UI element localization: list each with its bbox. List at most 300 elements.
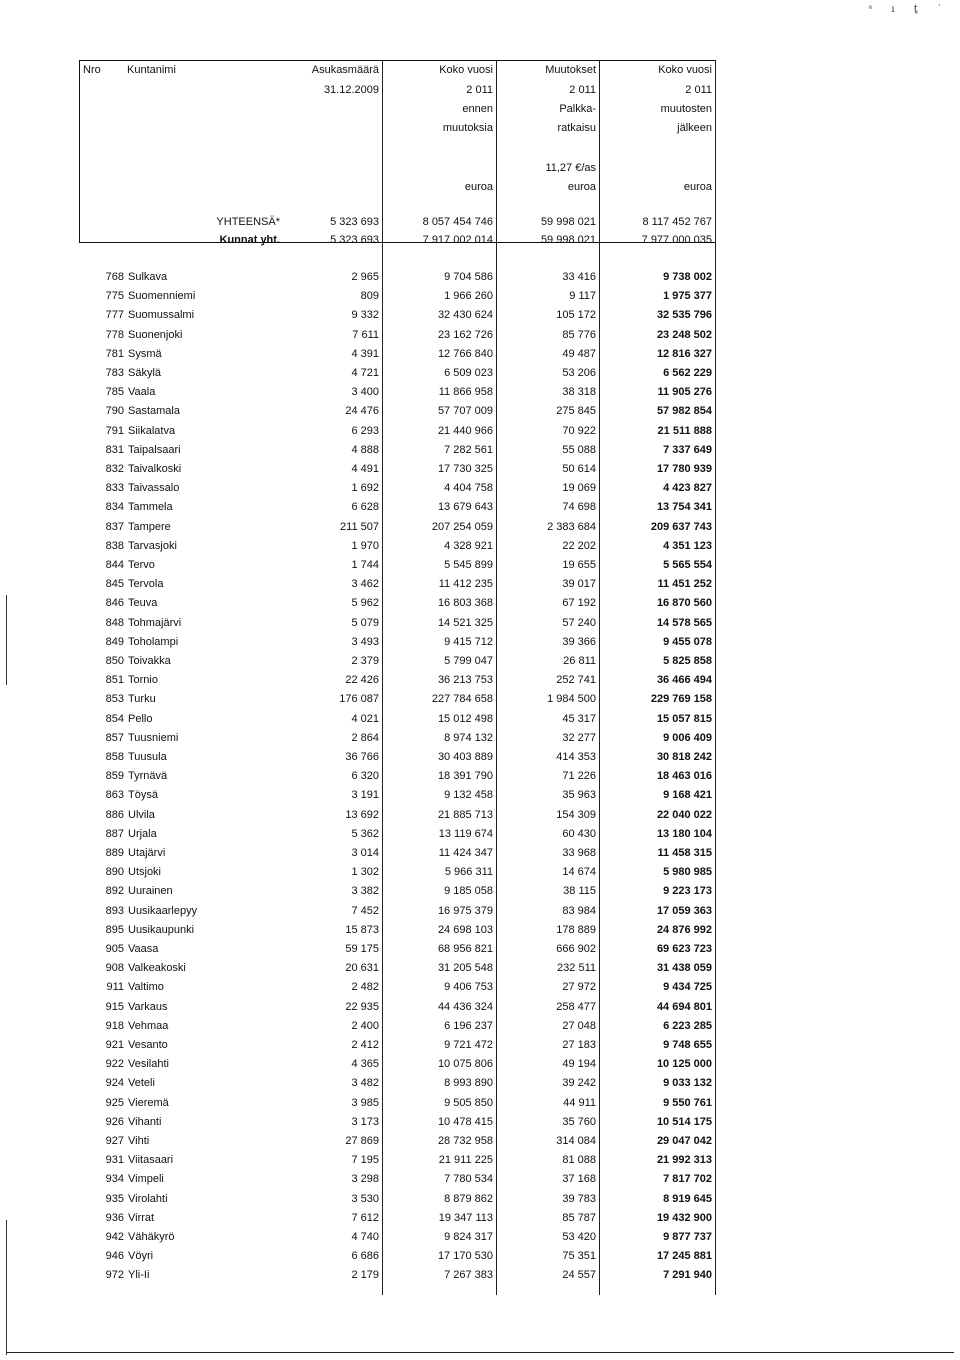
table-row	[0, 268, 960, 287]
cell-a: 6 196 237	[444, 1019, 493, 1032]
cell-pop: 3 298	[351, 1173, 379, 1186]
cell-nro: 905	[105, 943, 124, 955]
cell-nro: 946	[105, 1250, 124, 1263]
cell-b: 10 514 175	[656, 1115, 712, 1128]
cell-name: Säkylä	[128, 367, 162, 379]
cell-b: 5 565 554	[663, 559, 712, 571]
cell-nro: 849	[105, 635, 124, 648]
cell-a: 19 347 113	[438, 1211, 493, 1224]
cell-b: 8 919 645	[663, 1192, 712, 1205]
cell-pop: 4 021	[351, 712, 379, 725]
cell-pop: 1 970	[351, 539, 379, 552]
cell-name: Virolahti	[128, 1192, 168, 1205]
scan-left-mark	[6, 595, 7, 685]
cell-nro: 921	[105, 1039, 124, 1051]
cell-b: 15 057 815	[656, 712, 712, 725]
cell-a: 24 698 103	[437, 923, 493, 936]
cell-nro: 935	[105, 1192, 124, 1205]
table-row	[0, 556, 960, 575]
cell-nro: 833	[105, 482, 124, 495]
cell-m: 75 351	[562, 1250, 596, 1263]
cell-name: Vehmaa	[128, 1019, 169, 1032]
cell-a: 9 824 317	[444, 1231, 493, 1243]
cell-pop: 2 179	[351, 1269, 379, 1282]
cell-m: 70 922	[562, 424, 596, 437]
cell-name: Suonenjoki	[128, 328, 183, 341]
cell-name: Vöyri	[128, 1250, 154, 1263]
cell-nro: 889	[105, 847, 124, 859]
cell-b: 21 511 888	[657, 424, 712, 437]
cell-pop: 6 293	[351, 424, 379, 437]
cell-a: 12 766 840	[437, 347, 493, 360]
cell-name: Sysmä	[128, 347, 162, 360]
cell-pop: 6 628	[351, 501, 379, 514]
total-b-yhteensa: 8 117 452 767	[642, 216, 712, 228]
cell-nro: 854	[105, 712, 124, 725]
header-col-b-4: jälkeen	[677, 122, 712, 134]
cell-a: 7 267 383	[444, 1269, 493, 1282]
cell-name: Pello	[128, 712, 153, 725]
table-row	[0, 1055, 960, 1074]
cell-pop: 2 412	[351, 1039, 379, 1051]
cell-m: 252 741	[556, 674, 596, 687]
cell-b: 57 982 854	[656, 405, 712, 418]
table-row	[0, 479, 960, 498]
total-a-kunnat: 7 917 002 014	[422, 234, 493, 246]
cell-b: 44 694 801	[656, 1000, 712, 1013]
cell-a: 227 784 658	[431, 693, 493, 706]
cell-m: 39 017	[562, 578, 596, 591]
cell-nro: 838	[105, 539, 124, 552]
total-pop-yhteensa: 5 323 693	[330, 216, 379, 228]
table-row	[0, 863, 960, 882]
cell-m: 50 614	[562, 463, 596, 475]
cell-name: Uurainen	[128, 885, 173, 898]
cell-m: 22 202	[562, 539, 596, 552]
cell-nro: 859	[105, 770, 124, 783]
cell-pop: 20 631	[345, 962, 379, 975]
cell-b: 23 248 502	[656, 328, 712, 341]
cell-name: Valtimo	[128, 981, 164, 994]
cell-a: 9 505 850	[444, 1096, 493, 1109]
table-row	[0, 690, 960, 709]
cell-name: Tervola	[128, 578, 164, 591]
cell-b: 9 434 725	[663, 981, 712, 994]
table-row	[0, 652, 960, 671]
header-col-a-3: ennen	[462, 103, 493, 115]
cell-name: Turku	[128, 693, 156, 706]
cell-b: 13 754 341	[656, 501, 712, 514]
cell-m: 53 206	[562, 367, 596, 379]
cell-m: 105 172	[556, 309, 596, 322]
cell-a: 7 780 534	[444, 1173, 493, 1186]
cell-m: 154 309	[556, 808, 596, 821]
cell-nro: 863	[105, 789, 124, 802]
cell-pop: 7 195	[351, 1154, 379, 1167]
cell-a: 18 391 790	[437, 770, 493, 783]
table-row	[0, 633, 960, 652]
table-row	[0, 1151, 960, 1170]
cell-pop: 3 382	[351, 885, 379, 898]
cell-pop: 15 873	[345, 923, 379, 936]
cell-a: 7 282 561	[444, 443, 493, 456]
cell-m: 60 430	[562, 827, 596, 840]
table-row	[0, 748, 960, 767]
cell-m: 38 115	[563, 885, 596, 898]
cell-a: 16 803 368	[437, 597, 493, 610]
table-row	[0, 978, 960, 997]
table-row	[0, 786, 960, 805]
cell-pop: 22 935	[345, 1000, 379, 1013]
cell-m: 57 240	[562, 616, 596, 629]
scan-bottom-line	[6, 1352, 954, 1353]
cell-m: 37 168	[562, 1173, 596, 1186]
cell-b: 29 047 042	[656, 1135, 712, 1147]
cell-name: Töysä	[128, 789, 158, 802]
total-label-yhteensa: YHTEENSÄ*	[216, 216, 280, 228]
cell-pop: 3 462	[351, 578, 379, 591]
cell-m: 44 911	[563, 1096, 596, 1109]
cell-name: Ulvila	[128, 808, 155, 821]
cell-a: 44 436 324	[437, 1000, 493, 1013]
cell-b: 10 125 000	[656, 1058, 712, 1071]
cell-nro: 890	[105, 866, 124, 879]
cell-a: 5 799 047	[444, 655, 493, 667]
table-row	[0, 1074, 960, 1093]
cell-name: Uusikaarlepyy	[128, 904, 198, 917]
cell-m: 49 487	[562, 347, 596, 360]
cell-m: 39 242	[562, 1077, 596, 1090]
total-m-yhteensa: 59 998 021	[540, 216, 596, 228]
cell-nro: 925	[105, 1096, 124, 1109]
cell-name: Veteli	[128, 1077, 155, 1090]
cell-m: 27 972	[562, 981, 596, 994]
cell-pop: 3 191	[351, 789, 379, 802]
cell-name: Utajärvi	[128, 847, 166, 859]
header-unit-a: euroa	[464, 181, 493, 193]
cell-pop: 809	[360, 290, 379, 303]
cell-nro: 915	[105, 1000, 124, 1013]
cell-pop: 3 985	[351, 1096, 379, 1109]
cell-pop: 7 611	[352, 328, 379, 341]
cell-b: 17 245 881	[656, 1250, 712, 1263]
cell-b: 209 637 743	[650, 520, 712, 533]
cell-pop: 36 766	[345, 751, 379, 763]
cell-b: 1 975 377	[663, 290, 712, 303]
cell-b: 5 825 858	[663, 655, 712, 667]
cell-m: 81 088	[562, 1154, 596, 1167]
table-row	[0, 460, 960, 479]
cell-name: Sulkava	[128, 271, 168, 283]
table-row	[0, 729, 960, 748]
cell-a: 17 730 325	[437, 463, 493, 475]
table-row	[0, 383, 960, 402]
table-row	[0, 287, 960, 306]
table-row	[0, 959, 960, 978]
cell-nro: 777	[105, 309, 124, 322]
cell-m: 14 674	[562, 866, 596, 879]
table-row	[0, 1228, 960, 1247]
cell-b: 11 451 252	[657, 578, 712, 591]
cell-b: 9 738 002	[663, 271, 712, 283]
cell-a: 6 509 023	[444, 367, 493, 379]
table-row	[0, 422, 960, 441]
cell-nro: 853	[105, 693, 124, 706]
cell-m: 666 902	[556, 943, 596, 955]
cell-pop: 4 721	[351, 367, 379, 379]
cell-b: 69 623 723	[656, 943, 712, 955]
cell-pop: 1 302	[351, 866, 379, 879]
cell-a: 57 707 009	[437, 405, 493, 418]
table-row	[0, 1017, 960, 1036]
cell-name: Vesanto	[128, 1039, 168, 1051]
cell-b: 9 455 078	[663, 635, 712, 648]
cell-b: 11 905 276	[657, 386, 712, 399]
cell-nro: 927	[105, 1135, 124, 1147]
cell-name: Vähäkyrö	[128, 1231, 175, 1243]
cell-name: Tervo	[128, 559, 155, 571]
header-kuntanimi: Kuntanimi	[127, 64, 176, 76]
cell-m: 38 318	[562, 386, 596, 399]
cell-a: 11 424 347	[438, 847, 493, 859]
cell-pop: 6 686	[351, 1250, 379, 1263]
cell-b: 9 550 761	[663, 1096, 712, 1109]
cell-b: 19 432 900	[656, 1211, 712, 1224]
cell-a: 21 885 713	[437, 808, 493, 821]
cell-nro: 778	[105, 328, 124, 341]
cell-nro: 783	[105, 367, 124, 379]
cell-nro: 845	[105, 578, 124, 591]
cell-a: 13 679 643	[437, 501, 493, 514]
header-col-a-2: 2 011	[466, 84, 493, 96]
cell-name: Vihti	[128, 1135, 150, 1147]
cell-name: Toholampi	[128, 635, 179, 648]
cell-b: 30 818 242	[656, 751, 712, 763]
cell-a: 9 185 058	[444, 885, 493, 898]
cell-m: 24 557	[562, 1269, 596, 1282]
table-row	[0, 767, 960, 786]
table-row	[0, 1036, 960, 1055]
cell-b: 16 870 560	[656, 597, 712, 610]
cell-name: Tammela	[128, 501, 173, 514]
cell-b: 4 351 123	[663, 539, 712, 552]
header-col-m-1: Muutokset	[545, 64, 596, 76]
cell-m: 67 192	[562, 597, 596, 610]
cell-name: Tampere	[128, 520, 171, 533]
total-b-kunnat: 7 977 000 035	[641, 234, 712, 246]
cell-name: Taivassalo	[128, 482, 180, 495]
header-asukas-date: 31.12.2009	[323, 84, 379, 96]
cell-pop: 4 888	[351, 443, 379, 456]
cell-pop: 2 965	[351, 271, 379, 283]
cell-a: 14 521 325	[437, 616, 493, 629]
cell-m: 1 984 500	[547, 693, 596, 706]
cell-nro: 934	[105, 1173, 124, 1186]
cell-nro: 893	[105, 904, 124, 917]
cell-m: 33 968	[562, 847, 596, 859]
cell-nro: 936	[105, 1211, 124, 1224]
cell-m: 71 226	[562, 770, 596, 783]
cell-nro: 858	[105, 751, 124, 763]
total-m-kunnat: 59 998 021	[540, 234, 596, 246]
cell-name: Vimpeli	[128, 1173, 164, 1186]
cell-name: Sastamala	[128, 405, 180, 418]
cell-pop: 1 744	[351, 559, 379, 571]
table-row	[0, 326, 960, 345]
cell-nro: 837	[105, 520, 124, 533]
cell-nro: 846	[105, 597, 124, 610]
cell-pop: 13 692	[345, 808, 379, 821]
cell-b: 9 168 421	[663, 789, 712, 802]
cell-m: 314 084	[556, 1135, 596, 1147]
table-row	[0, 1132, 960, 1151]
cell-pop: 5 962	[351, 597, 379, 610]
cell-b: 4 423 827	[663, 482, 712, 495]
cell-name: Vaasa	[128, 943, 159, 955]
cell-a: 9 704 586	[444, 271, 493, 283]
cell-name: Virrat	[128, 1211, 155, 1224]
cell-m: 9 117	[569, 290, 596, 303]
cell-name: Uusikaupunki	[128, 923, 195, 936]
cell-nro: 781	[105, 347, 124, 360]
cell-name: Tuusniemi	[128, 731, 179, 744]
cell-a: 8 974 132	[444, 731, 493, 744]
cell-b: 14 578 565	[656, 616, 712, 629]
cell-pop: 3 400	[351, 386, 379, 399]
cell-nro: 785	[105, 386, 124, 399]
cell-m: 74 698	[562, 501, 596, 514]
cell-b: 11 458 315	[657, 847, 712, 859]
table-row	[0, 498, 960, 517]
cell-pop: 5 079	[351, 616, 379, 629]
cell-name: Vihanti	[128, 1115, 162, 1128]
cell-pop: 3 014	[351, 847, 379, 859]
header-col-a-1: Koko vuosi	[439, 64, 493, 76]
cell-a: 9 415 712	[444, 635, 493, 648]
table-row	[0, 1190, 960, 1209]
header-col-m-3: Palkka-	[559, 103, 596, 115]
cell-name: Tarvasjoki	[128, 539, 177, 552]
cell-name: Yli-Ii	[128, 1269, 150, 1282]
header-col-b-2: 2 011	[685, 84, 712, 96]
cell-m: 232 511	[557, 962, 596, 975]
header-col-b-3: muutosten	[660, 103, 712, 115]
table-row	[0, 441, 960, 460]
table-row	[0, 402, 960, 421]
cell-a: 4 404 758	[444, 482, 493, 495]
cell-nro: 886	[105, 808, 124, 821]
cell-a: 9 721 472	[444, 1039, 493, 1051]
cell-pop: 4 491	[351, 463, 379, 475]
cell-m: 85 787	[562, 1211, 596, 1224]
cell-nro: 844	[105, 559, 124, 571]
cell-m: 45 317	[562, 712, 596, 725]
cell-a: 21 911 225	[438, 1154, 493, 1167]
cell-nro: 926	[105, 1115, 124, 1128]
table-row	[0, 671, 960, 690]
table-row	[0, 882, 960, 901]
cell-nro: 931	[105, 1154, 124, 1167]
header-asukasmaara: Asukasmäärä	[311, 64, 379, 76]
cell-b: 17 059 363	[656, 904, 712, 917]
cell-nro: 791	[105, 424, 124, 437]
cell-m: 178 889	[556, 923, 596, 936]
cell-b: 12 816 327	[656, 347, 712, 360]
cell-b: 7 337 649	[663, 443, 712, 456]
cell-m: 85 776	[562, 328, 596, 341]
cell-nro: 972	[105, 1269, 124, 1282]
cell-b: 21 992 313	[656, 1154, 712, 1167]
cell-name: Urjala	[128, 827, 157, 840]
table-row	[0, 537, 960, 556]
cell-name: Teuva	[128, 597, 158, 610]
header-col-m-2: 2 011	[569, 84, 596, 96]
cell-m: 414 353	[556, 751, 596, 763]
cell-m: 33 416	[562, 271, 596, 283]
cell-a: 4 328 921	[444, 539, 493, 552]
cell-pop: 59 175	[345, 943, 379, 955]
cell-nro: 918	[105, 1019, 124, 1032]
cell-a: 11 412 235	[438, 578, 493, 591]
cell-nro: 768	[105, 271, 124, 283]
cell-nro: 895	[105, 923, 124, 936]
cell-b: 31 438 059	[656, 962, 712, 975]
header-nro: Nro	[83, 64, 101, 76]
cell-a: 1 966 260	[444, 290, 493, 303]
table-row	[0, 594, 960, 613]
cell-m: 27 048	[562, 1019, 596, 1032]
table-row	[0, 1170, 960, 1189]
cell-pop: 24 476	[345, 405, 379, 418]
total-label-kunnat: Kunnat yht.	[219, 234, 280, 246]
cell-nro: 790	[105, 405, 124, 418]
cell-pop: 7 612	[351, 1211, 379, 1224]
cell-m: 35 963	[562, 789, 596, 802]
cell-pop: 2 482	[351, 981, 379, 994]
cell-a: 28 732 958	[437, 1135, 493, 1147]
cell-nro: 851	[105, 674, 124, 687]
cell-a: 10 075 806	[437, 1058, 493, 1071]
cell-name: Vaala	[128, 386, 156, 399]
cell-a: 21 440 966	[437, 424, 493, 437]
cell-b: 13 180 104	[656, 827, 712, 840]
cell-name: Tornio	[128, 674, 158, 687]
cell-name: Tyrnävä	[128, 770, 168, 783]
cell-a: 36 213 753	[437, 674, 493, 687]
table-row	[0, 1266, 960, 1285]
cell-m: 32 277	[562, 731, 596, 744]
table-row	[0, 306, 960, 325]
cell-b: 24 876 992	[656, 923, 712, 936]
cell-b: 32 535 796	[656, 309, 712, 322]
cell-pop: 1 692	[351, 482, 379, 495]
table-row	[0, 806, 960, 825]
cell-pop: 22 426	[345, 674, 379, 687]
cell-name: Suomussalmi	[128, 309, 195, 322]
cell-a: 31 205 548	[437, 962, 493, 975]
cell-nro: 834	[105, 501, 124, 514]
cell-b: 5 980 985	[663, 866, 712, 879]
cell-m: 19 655	[562, 559, 596, 571]
cell-pop: 176 087	[339, 693, 379, 706]
cell-m: 258 477	[556, 1000, 596, 1013]
cell-name: Siikalatva	[128, 424, 176, 437]
cell-a: 207 254 059	[431, 520, 493, 533]
header-col-a-4: muutoksia	[442, 122, 493, 134]
cell-a: 5 966 311	[444, 866, 493, 879]
cell-b: 36 466 494	[656, 674, 712, 687]
cell-name: Tohmajärvi	[128, 616, 182, 629]
